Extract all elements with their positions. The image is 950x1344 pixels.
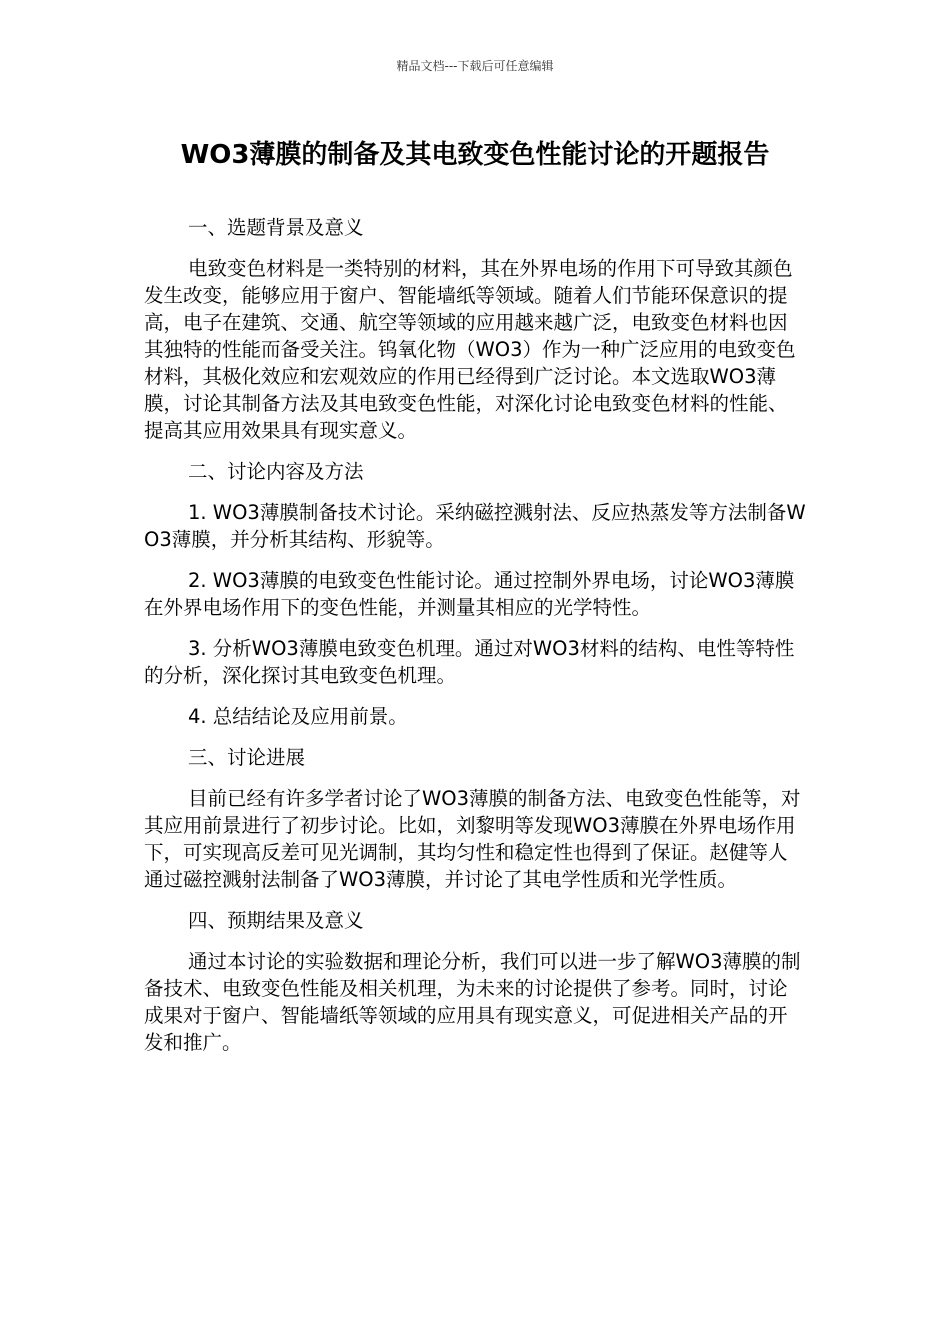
section-heading-expected-results: 四、预期结果及意义 bbox=[188, 909, 364, 932]
section-heading-background: 一、选题背景及意义 bbox=[188, 216, 364, 239]
paragraph-expected-results: 通过本讨论的实验数据和理论分析，我们可以进一步了解WO3薄膜的制备技术、电致变色性能及相关机理，为未来的讨论提供了参考。同时，讨论成果对于窗户、智能墙纸等领域的应用具有现实意义，可促进相关产品的开发和推广。 bbox=[144, 950, 801, 1054]
list-item-4: 4. 总结结论及应用前景。 bbox=[188, 705, 408, 728]
section-heading-content-methods: 二、讨论内容及方法 bbox=[188, 460, 364, 483]
list-item-2: 2. WO3薄膜的电致变色性能讨论。通过控制外界电场，讨论WO3薄膜在外界电场作用下的变色性能，并测量其相应的光学特性。 bbox=[144, 569, 795, 619]
paragraph-background: 电致变色材料是一类特别的材料，其在外界电场的作用下可导致其颜色发生改变，能够应用于窗户、智能墙纸等领域。随着人们节能环保意识的提高，电子在建筑、交通、航空等领域的应用越来越广泛，电致变色材料也因其独特的性能而备受关注。钨氧化物（WO3）作为一种广泛应用的电致变色材料，其极化效应和宏观效应的作用已经得到广泛讨论。本文选取WO3薄膜，讨论其制备方法及其电致变色性能，对深化讨论电致变色材料的性能、提高其应用效果具有现实意义。 bbox=[144, 257, 796, 442]
paragraph-progress: 目前已经有许多学者讨论了WO3薄膜的制备方法、电致变色性能等，对其应用前景进行了初步讨论。比如，刘黎明等发现WO3薄膜在外界电场作用下，可实现高反差可见光调制，其均匀性和稳定性也得到了保证。赵健等人通过磁控溅射法制备了WO3薄膜，并讨论了其电学性质和光学性质。 bbox=[144, 787, 801, 891]
document-title: WO3薄膜的制备及其电致变色性能讨论的开题报告 bbox=[180, 140, 770, 170]
list-item-3: 3. 分析WO3薄膜电致变色机理。通过对WO3材料的结构、电性等特性的分析，深化探讨其电致变色机理。 bbox=[144, 637, 795, 687]
document-body bbox=[144, 214, 806, 1070]
page-header: 精品文档---下载后可任意编辑 bbox=[396, 59, 554, 73]
section-heading-progress: 三、讨论进展 bbox=[188, 746, 306, 769]
list-item-1: 1. WO3薄膜制备技术讨论。采纳磁控溅射法、反应热蒸发等方法制备WO3薄膜，并分析其结构、形貌等。 bbox=[144, 501, 806, 551]
